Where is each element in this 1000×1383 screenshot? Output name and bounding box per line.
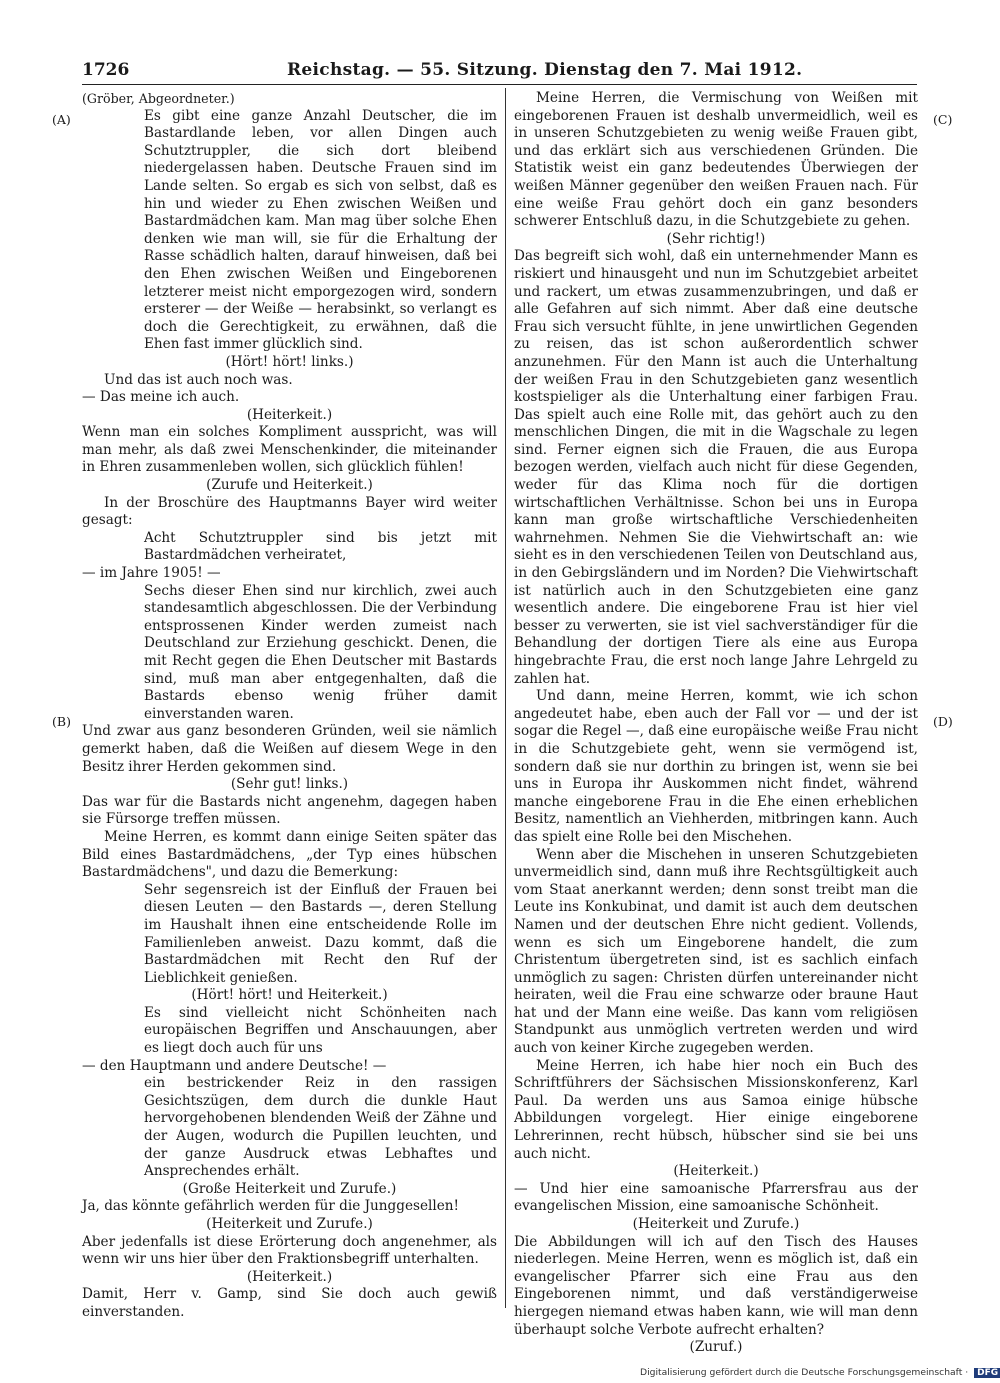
paragraph: Und das ist auch noch was. (104, 371, 293, 388)
interjection: (Hört! hört! links.) (225, 353, 354, 370)
interjection: (Hört! hört! und Heiterkeit.) (191, 987, 388, 1004)
paragraph: Die Abbildungen will ich auf den Tisch des Hauses niederlegen. Meine Herren, wenn es möglich ist, daß ein evangelischer Pfarrer sich eine Frau aus den Eingeborenen nimmt, und daß verständigerweise hiergegen niemand etwas haben kann, wie will man denn überhaupt solche Verbote aufrecht erhalten? (514, 1233, 918, 1338)
paragraph: Und zwar aus ganz besonderen Gründen, weil sie nämlich gemerkt haben, daß die Weißen auf diesem Wege in den Besitz ihrer Herden gekommen sind. (82, 723, 497, 775)
paragraph: Meine Herren, die Vermischung von Weißen mit eingeborenen Frauen ist deshalb unvermeidlich, weil es in unseren Schutzgebieten zu wenig weiße Frauen gibt, und das erklärt sich aus verschiedenen Gründen. Die Statistik weist ein ganz bedeutendes Überwiegen der weißen Männer gegenüber den weißen Frauen nach. Für eine weiße Frau gehört doch ein ganz besonders schwerer Entschluß dazu, in die Schutzgebiete zu gehen. (514, 90, 918, 230)
interjection: (Heiterkeit und Zurufe.) (632, 1216, 800, 1232)
interjection: (Zuruf.) (689, 1339, 743, 1356)
paragraph: Wenn man ein solches Kompliment ausspricht, was will man mehr, als daß zwei Menschenkinder, die miteinander in Ehren zusammenleben wollen, sich glücklich fühlen! (82, 424, 497, 476)
left-column (82, 90, 497, 1322)
paragraph: Das war für die Bastards nicht angenehm, dagegen haben sie Fürsorge treffen müssen. (82, 793, 497, 828)
quotation: Sechs dieser Ehen sind nur kirchlich, zwei auch standesamtlich abgeschlossen. Die der Verbindung entsprossenen Kinder werden zumeist nach Deutschland zur Erziehung geschickt. Denen, die mit Recht gegen die Ehen Deutscher mit Bastards sind, muß man aber entgegenhalten, daß die Bastards ebenso wenig früher damit einverstanden waren. (144, 582, 497, 722)
paragraph: — Das meine ich auch. (82, 389, 240, 406)
paragraph: — Und hier eine samoanische Pfarrersfrau aus der evangelischen Mission, eine samoanische Schönheit. (514, 1180, 918, 1215)
page-header (82, 58, 917, 85)
paragraph: Und dann, meine Herren, kommt, wie ich schon angedeutet habe, eben auch der Fall vor — und der ist sogar die Regel —, daß eine europäische weiße Frau nicht in die Schutzgebiete geht, wenn sie vermögend ist, sondern daß sie nur dorthin zu bringen ist, wenn sie bei uns in Europa ihr Auskommen nicht findet, während manche eingeborene Frau in die Ehe einen erheblichen Besitz, namentlich an Viehherden, mitbringen kann. Auch das spielt eine Rolle bei den Mischehen. (514, 688, 918, 845)
column-divider (505, 88, 506, 1308)
speaker-label: (Gröber, Abgeordneter.) (82, 91, 235, 106)
paragraph: — im Jahre 1905! — (82, 565, 221, 582)
paragraph: Ja, das könnte gefährlich werden für die Junggesellen! (82, 1198, 459, 1215)
dfg-logo: DFG (974, 1368, 1000, 1378)
running-title: Reichstag. — 55. Sitzung. Dienstag den 7. Mai 1912. (287, 60, 803, 80)
page-number: 1726 (82, 60, 130, 80)
margin-mark-d: (D) (933, 714, 953, 729)
interjection: (Große Heiterkeit und Zurufe.) (182, 1180, 397, 1197)
paragraph: Das begreift sich wohl, daß ein unternehmender Mann es riskiert und hinausgeht und nun im Schutzgebiet arbeitet und rackert, um etwas zusammenzubringen, und daß er alle Gefahren auf sich nimmt. Aber daß eine deutsche Frau sich versucht fühlte, in jene unwirtlichen Gegenden zu reisen, das ist schon außerordentlich schwer anzunehmen. Für den Mann ist auch die Unterhaltung der weißen Frau in den Schutzgebieten ganz wesentlich kostspieliger als die Unterhaltung einer farbigen Frau. Das spielt auch eine Rolle mit, das gehört auch zu den menschlichen Dingen, die mit in die Wagschale zu legen sind. Ferner eignen sich die Frauen, die aus Europa bezogen werden, vielfach auch nicht für diese Gegenden, weder für das Klima noch für die dortigen wirtschaftlichen Verhältnisse. Schon bei uns in Europa kann man große wirtschaftliche Verschiedenheiten wahrnehmen. Nehmen Sie die Viehwirtschaft an: wie sieht es in den verschiedenen Teilen von Deutschland aus, in den Gebirgsländern und im Norden? Die Viehwirtschaft ist natürlich auch in den Schutzgebieten eine ganz wesentlich andere. Die eingeborene Frau ist hier viel besser zu verwerten, sie ist viel sachverständiger für die Behandlung der dortigen Tiere als eine aus Europa hingebrachte Frau, die erst noch lange Jahre Lehrgeld zu zahlen hat. (514, 248, 918, 687)
footer-credit (640, 1367, 1000, 1378)
interjection: (Heiterkeit und Zurufe.) (206, 1216, 373, 1232)
interjection: (Heiterkeit.) (246, 1268, 333, 1285)
margin-mark-a: (A) (52, 112, 71, 127)
paragraph: Meine Herren, ich habe hier noch ein Buch des Schriftführers der Sächsischen Missionskonferenz, Karl Paul. Da werden uns aus Samoa einige hübsche Abbildungen vorgelegt. Hier einige eingeborene Lehrerinnen, recht hübsch, hübscher sind sie bei uns auch nicht. (514, 1057, 918, 1162)
paragraph: Damit, Herr v. Gamp, sind Sie doch auch gewiß einverstanden. (82, 1286, 497, 1320)
margin-mark-b: (B) (52, 714, 71, 729)
interjection: (Zurufe und Heiterkeit.) (206, 477, 373, 494)
interjection: (Sehr gut! links.) (230, 776, 349, 793)
interjection: (Heiterkeit.) (246, 406, 333, 423)
interjection: (Heiterkeit.) (673, 1163, 759, 1180)
footer-text: Digitalisierung gefördert durch die Deutsche Forschungsgemeinschaft · (640, 1367, 969, 1378)
right-column (514, 90, 918, 1357)
paragraph: Wenn aber die Mischehen in unseren Schutzgebieten unvermeidlich sind, dann muß ihre Rechtsgültigkeit auch vom Staat anerkannt werden; denn sonst treibt man die Leute ins Konkubinat, und damit ist auch dem deutschen Namen und der deutschen Ehre nicht gedient. Vollends, wenn es sich um Eingeborene handelt, die zum Christentum übergetreten sind, ist es sachlich einfach unmöglich zu sagen: Christen dürfen untereinander nicht heiraten, weil die Frau eine schwarze oder braune Haut hat und der Mann eine weiße. Das kann vom religiösen Standpunkt aus unmöglich vertreten werden und wird auch von keiner Kirche zugegeben werden. (514, 846, 918, 1057)
paragraph: — den Hauptmann und andere Deutsche! — (82, 1057, 387, 1074)
paragraph: In der Broschüre des Hauptmanns Bayer wird weiter gesagt: (82, 494, 497, 529)
interjection: (Sehr richtig!) (666, 230, 766, 247)
quotation: ein bestrickender Reiz in den rassigen Gesichtszügen, dem durch die dunkle Haut hervorgehobenen blendenden Weiß der Zähne und der Augen, wodurch die Pupillen leuchten, und der ganze Ausdruck etwas Lebhaftes und Ansprechendes erhält. (144, 1075, 497, 1180)
paragraph: Aber jedenfalls ist diese Erörterung doch angenehmer, als wenn wir uns hier über den Fraktionsbegriff unterhalten. (82, 1233, 497, 1268)
quotation: Acht Schutztruppler sind bis jetzt mit Bastardmädchen verheiratet, (144, 529, 497, 564)
quotation: Es sind vielleicht nicht Schönheiten nach europäischen Begriffen und Anschauungen, aber es liegt doch auch für uns (144, 1004, 497, 1057)
paragraph: Meine Herren, es kommt dann einige Seiten später das Bild eines Bastardmädchens, „der Typ eines hübschen Bastardmädchens", und dazu die Bemerkung: (82, 828, 497, 881)
quotation: Sehr segensreich ist der Einfluß der Frauen bei diesen Leuten — den Bastards —, deren Stellung im Haushalt ihnen eine entscheidende Rolle im Familienleben anweist. Dazu kommt, daß die Bastardmädchen mit Recht den Ruf der Lieblichkeit genießen. (144, 881, 497, 986)
margin-mark-c: (C) (933, 112, 953, 127)
paragraph: Es gibt eine ganze Anzahl Deutscher, die im Bastardlande leben, vor allen Dingen auch Schutztruppler, die sich dort bleibend niedergelassen haben. Deutsche Frauen sind im Lande selten. So ergab es sich von selbst, daß es hin und wieder zu Ehen zwischen Weißen und Bastardmädchen kam. Man mag über solche Ehen denken wie man will, sie für die Erhaltung der Rasse schädlich halten, darauf hinweisen, daß bei den Ehen zwischen Weißen und Eingeborenen letzterer meist nicht emporgezogen wird, sondern ersterer — der Weiße — herabsinkt, so verlangt es doch die Gerechtigkeit, zu erwähnen, daß die Ehen fast immer glücklich sind. (144, 107, 497, 353)
